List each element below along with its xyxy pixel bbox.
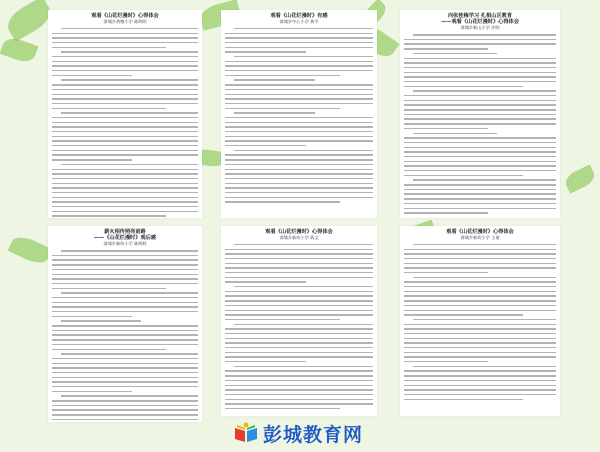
page-body-text [225,28,373,203]
page-title: 观看《山花烂漫时》心得体会 [265,229,333,235]
leaf-decoration [0,35,38,65]
page-title: 薪火相传照亮前路 ——《山花烂漫时》观后感 [93,229,157,242]
page-title: 观看《山花烂漫时》心得体会 [91,13,159,19]
page-title: 观看《山花烂漫时》有感 [270,13,328,19]
page-body-text [225,244,373,409]
site-logo [233,420,363,446]
document-page-5 [221,226,377,416]
page-author: 漳埔乡新幼小学 王倩 [460,235,500,241]
page-author: 漳埔乡中心小学 黄平 [279,19,319,25]
page-author: 漳埔乡新山小学 许明 [460,25,500,31]
document-page-3 [400,10,560,218]
page-title: 向张桂梅学习 扎根山区教育 ——观看《山花烂漫时》心得体会 [441,13,519,26]
page-author: 漳埔乡新幼小学 蒋文 [279,235,319,241]
leaf-decoration [8,232,53,267]
page-title: 观看《山花烂漫时》心得体会 [446,229,514,235]
page-body-text [52,250,198,422]
document-page-2 [221,10,377,218]
page-body-text [52,28,198,217]
document-page-4 [48,226,202,422]
logo-text: 彭城教育网 [263,423,364,446]
page-body-text [404,34,556,214]
page-author: 漳埔乡新幼小学 陈明辉 [103,241,147,247]
document-page-1 [48,10,202,218]
document-page-6 [400,226,560,416]
leaf-decoration [563,165,598,194]
page-body-text [404,244,556,400]
book-logo-icon [233,422,259,444]
page-author: 漳埔乡黄塘小学 陈辉明 [103,19,147,25]
